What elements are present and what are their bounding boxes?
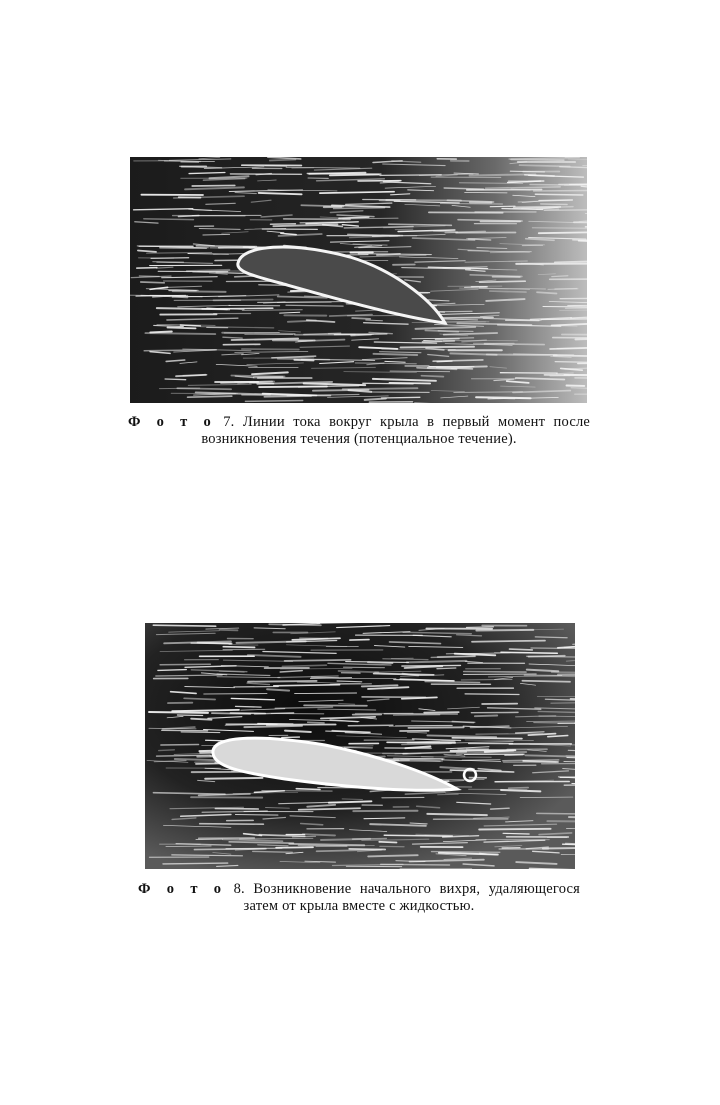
streamline-texture <box>181 732 220 733</box>
streamline-texture <box>214 300 273 301</box>
streamline-texture <box>205 778 262 779</box>
streamline-texture <box>165 379 186 380</box>
streamline-texture <box>423 341 455 342</box>
streamline-texture <box>464 672 526 673</box>
streamline-texture <box>457 752 526 753</box>
streamline-texture <box>159 750 175 751</box>
streamline-texture <box>541 204 567 205</box>
streamline-texture <box>363 383 413 384</box>
streamline-texture <box>522 681 570 682</box>
streamline-texture <box>300 222 344 223</box>
streamline-texture <box>505 755 523 756</box>
streamline-texture <box>269 624 321 625</box>
streamline-texture <box>487 354 557 355</box>
streamline-texture <box>352 318 370 319</box>
streamline-texture <box>285 660 351 661</box>
streamline-texture <box>166 846 211 847</box>
streamline-texture <box>348 725 393 726</box>
streamline-texture <box>236 706 262 707</box>
streamline-texture <box>242 395 313 396</box>
streamline-texture <box>490 291 526 292</box>
streamline-texture <box>569 817 575 818</box>
streamline-texture <box>284 219 350 220</box>
streamline-texture <box>535 194 582 195</box>
caption-label: Ф о т о <box>128 414 215 430</box>
streamline-texture <box>452 738 522 739</box>
photo-7-image <box>130 157 587 403</box>
streamline-texture <box>490 206 515 207</box>
photo-8-caption <box>138 881 580 915</box>
streamline-texture <box>160 664 210 665</box>
streamline-texture <box>389 224 452 225</box>
streamline-texture <box>192 185 235 186</box>
streamline-texture <box>377 254 400 255</box>
streamline-texture <box>303 834 335 835</box>
photo-7-caption <box>128 414 590 448</box>
streamline-texture <box>271 224 296 225</box>
streamline-texture <box>253 851 293 852</box>
streamline-texture <box>554 356 587 357</box>
streamline-texture <box>235 815 278 816</box>
streamline-texture <box>278 359 330 360</box>
streamline-texture <box>523 761 558 762</box>
streamline-texture <box>556 373 573 374</box>
streamline-texture <box>402 665 461 666</box>
streamline-texture <box>278 297 327 298</box>
streamline-texture <box>177 388 231 389</box>
caption-text-line2: возникновения течения (потенциальное течение). <box>201 431 517 447</box>
streamline-texture <box>466 627 493 628</box>
streamline-texture <box>353 839 387 840</box>
streamline-texture <box>437 668 456 669</box>
streamline-texture <box>329 334 374 335</box>
streamline-texture <box>543 307 587 308</box>
streamline-texture <box>350 640 369 641</box>
streamline-texture <box>425 682 480 683</box>
streamline-texture <box>475 716 497 717</box>
streamline-texture <box>188 396 232 397</box>
streamline-texture <box>421 376 443 377</box>
streamline-texture <box>503 833 529 834</box>
streamline-texture <box>173 291 226 292</box>
streamline-texture <box>334 208 385 209</box>
streamline-texture <box>438 656 476 657</box>
streamline-texture <box>212 713 251 714</box>
streamline-texture <box>344 667 385 668</box>
streamline-texture <box>382 397 420 398</box>
caption-label: Ф о т о <box>138 881 226 897</box>
streamline-texture <box>137 268 157 269</box>
streamline-texture <box>368 662 393 663</box>
caption-text-line1: Возникновение начального вихря, удаляющегося <box>253 881 581 897</box>
streamline-texture <box>223 647 254 648</box>
streamline-texture <box>163 863 228 864</box>
streamline-texture <box>196 246 256 247</box>
streamline-texture <box>368 855 418 856</box>
photo-8-starting-vortex <box>145 623 575 869</box>
streamline-texture <box>200 824 264 825</box>
streamline-texture <box>401 347 475 348</box>
streamline-texture <box>337 681 362 682</box>
streamline-texture <box>222 333 295 334</box>
streamline-texture <box>293 836 316 837</box>
streamline-texture <box>158 670 186 671</box>
streamline-texture <box>242 349 299 350</box>
streamline-texture <box>220 630 238 631</box>
streamline-texture <box>270 160 296 161</box>
streamline-texture <box>525 175 554 176</box>
streamline-texture <box>566 308 588 309</box>
streamline-texture <box>295 693 357 694</box>
streamline-texture <box>424 712 459 713</box>
streamline-texture <box>479 829 550 830</box>
streamline-texture <box>408 727 463 728</box>
streamline-texture <box>162 730 208 731</box>
photo-7-airfoil-streamlines <box>130 157 587 403</box>
streamline-texture <box>527 656 575 657</box>
streamline-texture <box>537 813 575 814</box>
streamline-texture <box>438 794 459 795</box>
streamline-texture <box>267 689 289 690</box>
streamline-texture <box>204 694 267 695</box>
streamline-texture <box>150 332 172 333</box>
streamline-texture <box>289 844 364 845</box>
streamline-texture <box>564 785 575 786</box>
streamline-texture <box>285 731 311 732</box>
streamline-texture <box>215 809 258 810</box>
streamline-texture <box>535 637 567 638</box>
streamline-texture <box>480 281 526 282</box>
streamline-texture <box>451 750 516 751</box>
streamline-texture <box>178 715 203 716</box>
streamline-texture <box>390 371 450 372</box>
streamline-texture <box>191 719 211 720</box>
streamline-texture <box>145 333 215 334</box>
streamline-texture <box>153 625 215 626</box>
streamline-texture <box>229 645 258 646</box>
streamline-texture <box>465 694 519 695</box>
caption-text-line1: Линии тока вокруг крыла в первый момент после <box>242 414 591 430</box>
streamline-texture <box>438 331 473 332</box>
photo-8-image <box>145 623 575 869</box>
streamline-texture <box>153 262 184 263</box>
streamline-texture <box>258 723 294 724</box>
streamline-texture <box>144 350 216 351</box>
streamline-texture <box>151 258 189 259</box>
streamline-texture <box>390 236 417 237</box>
streamline-texture <box>510 649 533 650</box>
streamline-texture <box>161 745 199 746</box>
streamline-texture <box>476 397 530 398</box>
streamline-texture <box>344 747 372 748</box>
streamline-texture <box>245 401 302 402</box>
streamline-texture <box>560 310 588 311</box>
streamline-texture <box>288 321 316 322</box>
streamline-texture <box>144 219 194 220</box>
streamline-texture <box>374 354 418 355</box>
streamline-texture <box>141 282 164 283</box>
streamline-texture <box>427 814 487 815</box>
streamline-texture <box>203 234 230 235</box>
streamline-texture <box>231 376 284 377</box>
streamline-texture <box>586 227 588 228</box>
streamline-texture <box>534 191 587 192</box>
streamline-texture <box>491 808 510 809</box>
streamline-texture <box>560 298 587 299</box>
caption-number: 7. <box>223 414 235 430</box>
streamline-texture <box>167 328 195 329</box>
streamline-texture <box>462 760 500 761</box>
streamline-texture <box>307 174 381 175</box>
caption-text-line2: затем от крыла вместе с жидкостью. <box>243 898 475 914</box>
streamline-texture <box>308 722 324 723</box>
streamline-texture <box>472 641 545 642</box>
streamline-texture <box>274 685 340 686</box>
streamline-texture <box>461 679 512 680</box>
streamline-texture <box>343 388 418 389</box>
streamline-texture <box>490 252 529 253</box>
streamline-texture <box>379 842 396 843</box>
streamline-texture <box>365 399 386 400</box>
streamline-texture <box>223 337 242 338</box>
caption-number: 8. <box>233 881 245 897</box>
streamline-texture <box>244 726 302 727</box>
streamline-texture <box>235 382 274 383</box>
streamline-texture <box>485 344 545 345</box>
streamline-texture <box>509 788 529 789</box>
streamline-texture <box>248 681 317 682</box>
streamline-texture <box>544 210 587 211</box>
streamline-texture <box>149 712 208 713</box>
streamline-texture <box>465 740 533 741</box>
streamline-texture <box>362 685 398 686</box>
streamline-texture <box>539 232 587 233</box>
streamline-texture <box>552 672 575 673</box>
streamline-texture <box>541 319 587 320</box>
streamline-texture <box>226 848 282 849</box>
streamline-texture <box>184 698 215 699</box>
streamline-texture <box>296 789 320 790</box>
